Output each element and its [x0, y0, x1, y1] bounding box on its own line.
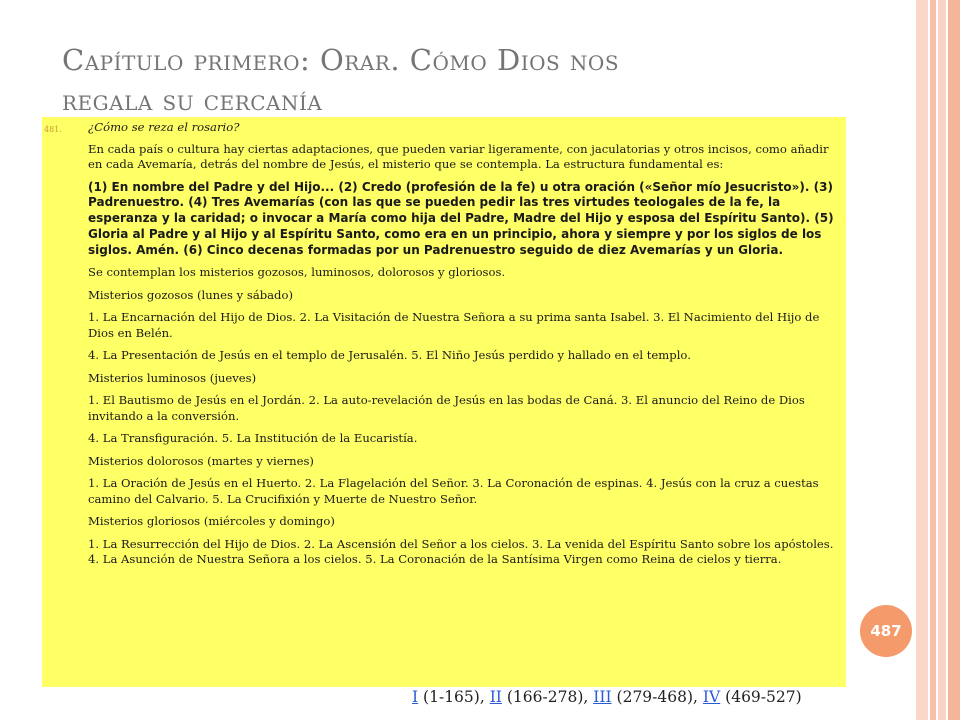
luminous-mysteries-1: 1. El Bautismo de Jesús en el Jordán. 2. La auto-revelación de Jesús en las bodas de Caná. 3. El anuncio del Reino de Dios invitando a la conversión.	[88, 393, 805, 423]
luminous-heading: Misterios luminosos (jueves)	[88, 370, 257, 385]
joyful-mysteries-2: 4. La Presentación de Jesús en el templo de Jerusalén. 5. El Niño Jesús perdido y hallado en el templo.	[88, 348, 691, 363]
footer-navigation	[412, 688, 852, 706]
title-line-2: regala su cercanía	[62, 83, 323, 117]
joyful-heading: Misterios gozosos (lunes y sábado)	[88, 287, 293, 302]
link-part-iv[interactable]: IV	[702, 688, 721, 706]
title-line-1: Capítulo primero: Orar. Cómo Dios nos	[62, 43, 620, 77]
luminous-mysteries-2: 4. La Transfiguración. 5. La Institución de la Eucaristía.	[88, 431, 418, 446]
page-number-badge: 487	[860, 605, 912, 657]
range-part-iv: (469-527)	[720, 688, 802, 706]
link-part-iii[interactable]: III	[593, 688, 612, 706]
sorrowful-mysteries: 1. La Oración de Jesús en el Huerto. 2. La Flagelación del Señor. 3. La Coronación de espinas. 4. Jesús con la cruz a cuestas camino del Calvario. 5. La Crucifixión y Muerte de Nuestro Señor.	[88, 476, 819, 506]
range-part-i: (1-165),	[418, 688, 490, 706]
content-box	[42, 117, 846, 687]
range-part-ii: (166-278),	[501, 688, 594, 706]
question-number: 481.	[44, 125, 62, 134]
stripe	[930, 0, 936, 720]
glorious-mysteries: 1. La Resurrección del Hijo de Dios. 2. La Ascensión del Señor a los cielos. 3. La venida del Espíritu Santo sobre los apóstoles. 4. La Asunción de Nuestra Señora a los cielos. 5. La Coronación de la Santísima Virgen como Reina de cielos y tierra.	[88, 536, 834, 567]
stripe	[938, 0, 946, 720]
sorrowful-heading: Misterios dolorosos (martes y viernes)	[88, 453, 314, 468]
glorious-heading: Misterios gloriosos (miércoles y domingo)	[88, 514, 335, 529]
joyful-mysteries-1: 1. La Encarnación del Hijo de Dios. 2. La Visitación de Nuestra Señora a su prima santa Isabel. 3. El Nacimiento del Hijo de Dios en Belén.	[88, 310, 820, 340]
decorative-stripes	[916, 0, 960, 720]
structure-paragraph: (1) En nombre del Padre y del Hijo... (2) Credo (profesión de la fe) u otra oración («Señor mío Jesucristo»). (3) Padrenuestro. (4) Tres Avemarías (con las que se pueden pedir las tres virtudes teologales de la fe, la esperanza y la caridad; o invocar a María como hija del Padre, Madre del Hijo y esposa del Espíritu Santo). (5) Gloria al Padre y al Hijo y al Espíritu Santo, como era en un principio, ahora y siempre y por los siglos de los siglos. Amén. (6) Cinco decenas formadas por un Padrenuestro seguido de diez Avemarías y un Gloria.	[88, 179, 834, 257]
range-part-iii: (279-468),	[611, 688, 703, 706]
stripe	[948, 0, 960, 720]
contemplation-paragraph: Se contemplan los misterios gozosos, luminosos, dolorosos y gloriosos.	[88, 265, 506, 280]
intro-paragraph: En cada país o cultura hay ciertas adaptaciones, que pueden variar ligeramente, con jaculatorias y otros incisos, como añadir en cada Avemaría, detrás del nombre de Jesús, el misterio que se contempla. La estructura fundamental es:	[88, 141, 829, 171]
stripe	[916, 0, 928, 720]
slide-title	[62, 40, 862, 120]
link-part-ii[interactable]: II	[489, 688, 502, 706]
question-text: ¿Cómo se reza el rosario?	[88, 120, 240, 134]
link-part-i[interactable]: I	[412, 688, 419, 706]
